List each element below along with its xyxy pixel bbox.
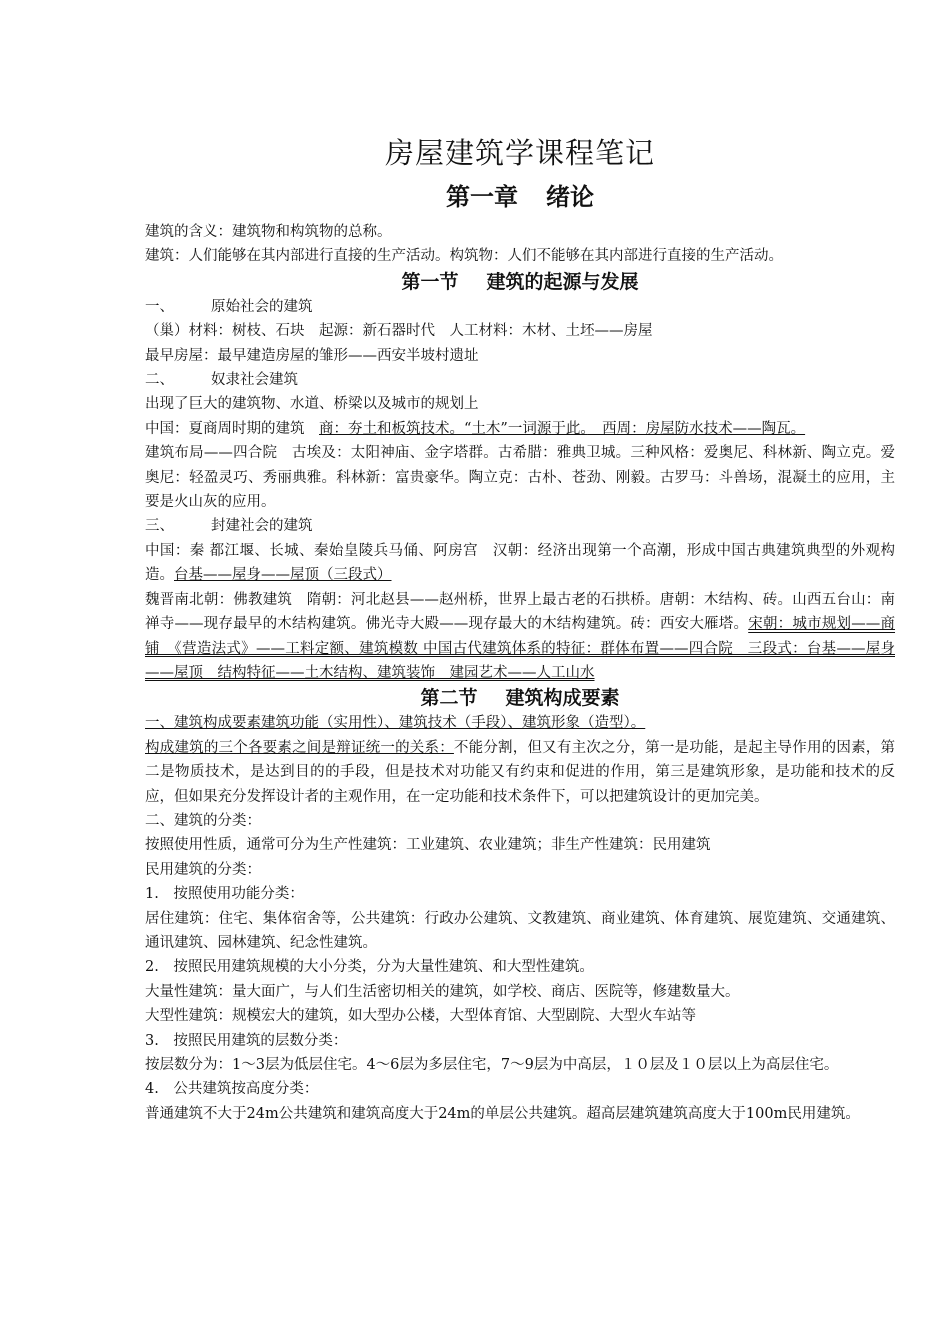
paragraph: 4. 公共建筑按高度分类： xyxy=(145,1081,319,1098)
subheading-3 xyxy=(145,514,895,538)
section-2-number: 第二节 xyxy=(420,687,478,710)
subheading-3-text: 封建社会的建筑 xyxy=(211,518,313,535)
text-run: 中国：夏商周时期的建筑 xyxy=(145,420,319,437)
section-2-heading xyxy=(145,685,895,711)
text-run: 不能分割，但又有主次之分，第一是功能，是起主导作用的因素，第二是物质技术，是达到目的的手段，但是技术对功能又有约束和促进的作用，第三是建筑形象，是功能和技术的反应，但如果充分发挥设计者的主观作用，在一定功能和技术条件下，可以把建筑设计的更加完美。 xyxy=(145,739,896,805)
underlined-text: 西周：房屋防水技术——陶瓦。 xyxy=(587,420,806,437)
doc-title: 房屋建筑学课程笔记 xyxy=(384,136,655,170)
underlined-text: 台基——屋身——屋顶（三段式） xyxy=(174,567,392,584)
subheading-2 xyxy=(145,368,895,392)
subheading-1-num: 一、 xyxy=(145,298,174,315)
subheading-2-num: 二、 xyxy=(145,372,174,389)
section-2-name: 建筑构成要素 xyxy=(505,687,620,710)
paragraph: 大型性建筑：规模宏大的建筑，如大型办公楼，大型体育馆、大型剧院、大型火车站等 xyxy=(145,1008,696,1025)
underlined-text: 商：夯土和板筑技术。“土木”一词源于此。 xyxy=(319,420,588,437)
paragraph: 3. 按照民用建筑的层数分类： xyxy=(145,1032,348,1049)
paragraph: 出现了巨大的建筑物、水道、桥梁以及城市的规划上 xyxy=(145,396,479,413)
chapter-name: 绪论 xyxy=(546,182,594,211)
paragraph: 普通建筑不大于24m公共建筑和建筑高度大于24m的单层公共建筑。超高层建筑建筑高度大于100m民用建筑。 xyxy=(145,1105,860,1122)
paragraph: 大量性建筑：量大面广，与人们生活密切相关的建筑，如学校、商店、医院等，修建数量大。 xyxy=(145,983,740,1000)
underlined-text: 一、建筑构成要素建筑功能（实用性）、建筑技术（手段）、建筑形象（造型）。 xyxy=(145,715,646,732)
paragraph xyxy=(145,417,895,441)
paragraph: 2. 按照民用建筑规模的大小分类，分为大量性建筑、和大型性建筑。 xyxy=(145,959,594,976)
paragraph: 按照使用性质，通常可分为生产性建筑：工业建筑、农业建筑；非生产性建筑：民用建筑 xyxy=(145,837,711,854)
subheading-2-text: 奴隶社会建筑 xyxy=(211,372,298,389)
section-1-name: 建筑的起源与发展 xyxy=(486,270,639,293)
paragraph: 二、建筑的分类： xyxy=(145,812,261,829)
paragraph: 最早房屋：最早建造房屋的雏形——西安半坡村遗址 xyxy=(145,347,479,364)
paragraph: 按层数分为：1～3层为低层住宅。4～6层为多层住宅，7～9层为中高层，１０层及１０层以上为高层住宅。 xyxy=(145,1057,839,1073)
subheading-3-num: 三、 xyxy=(145,518,174,535)
double-underlined-text: 宋朝：城市规划——商铺 《营造法式》——工料定额、建筑模数 中国古代建筑体系的特征：群体布置——四合院 三段式：台基——屋身——屋顶 结构特征——土木结构、建筑装饰 建园艺术——人工山水 xyxy=(145,616,896,681)
underlined-text: 构成建筑的三个各要素之间是辩证统一的关系： xyxy=(145,739,454,756)
paragraph: 民用建筑的分类： xyxy=(145,861,261,878)
subheading-1 xyxy=(145,295,895,319)
paragraph xyxy=(145,588,895,686)
paragraph: 1. 按照使用功能分类： xyxy=(145,886,304,903)
paragraph xyxy=(145,711,895,735)
chapter-number: 第一章 xyxy=(446,182,518,211)
paragraph: 建筑布局——四合院 古埃及：太阳神庙、金字塔群。古希腊：雅典卫城。三种风格：爱奥尼、科林新、陶立克。爱奥尼：轻盈灵巧、秀丽典雅。科林新：富贵豪华。陶立克：古朴、苍劲、刚毅。古罗马：斗兽场，混凝土的应用，主要是火山灰的应用。 xyxy=(145,445,895,511)
section-1-heading xyxy=(145,269,895,295)
intro-line-2: 建筑：人们能够在其内部进行直接的生产活动。构筑物：人们不能够在其内部进行直接的生产活动。 xyxy=(145,248,783,265)
intro-line-1: 建筑的含义：建筑物和构筑物的总称。 xyxy=(145,224,392,240)
paragraph: 居住建筑：住宅、集体宿舍等，公共建筑：行政办公建筑、文教建筑、商业建筑、体育建筑、展览建筑、交通建筑、通讯建筑、园林建筑、纪念性建筑。 xyxy=(145,910,895,951)
document-page xyxy=(145,120,895,1126)
section-1-number: 第一节 xyxy=(401,270,459,293)
subheading-1-text: 原始社会的建筑 xyxy=(211,298,313,315)
paragraph xyxy=(145,539,895,588)
paragraph xyxy=(145,736,895,809)
paragraph: （巢）材料：树枝、石块 起源：新石器时代 人工材料：木材、土坯——房屋 xyxy=(145,323,653,340)
text-run: 中国：秦 都江堰、长城、秦始皇陵兵马俑、阿房宫 汉朝：经济出现第一个高潮，形成中国古典建筑典型的外观构造。 xyxy=(145,542,895,584)
chapter-heading xyxy=(145,180,895,214)
text-run: 魏晋南北朝：佛教建筑 隋朝：河北赵县——赵州桥，世界上最古老的石拱桥。唐朝：木结构、砖。山西五台山：南禅寺——现存最早的木结构建筑。佛光寺大殿——现存最大的木结构建筑。砖：西安大雁塔。 xyxy=(145,591,895,633)
